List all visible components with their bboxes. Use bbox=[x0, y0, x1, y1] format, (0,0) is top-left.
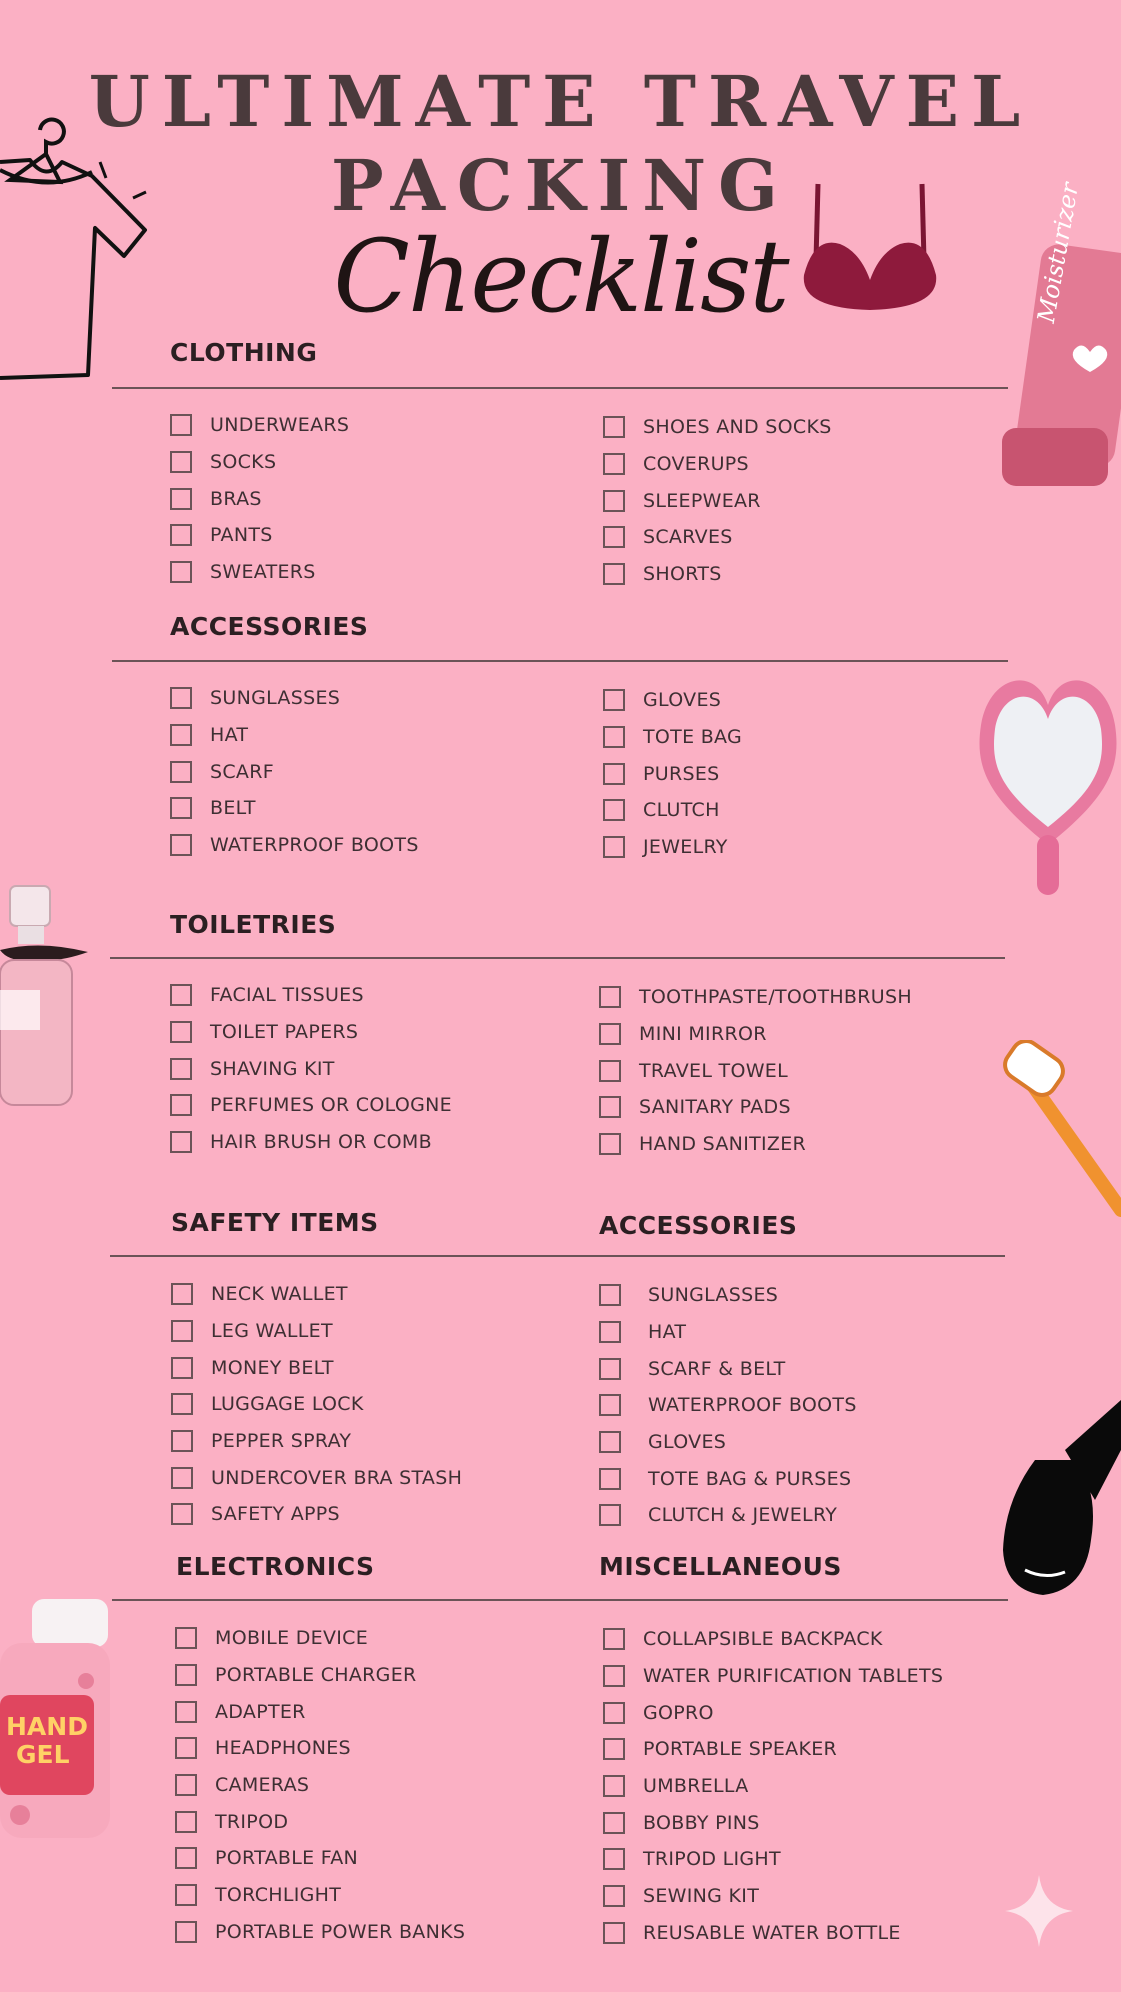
section-title-accessories: ACCESSORIES bbox=[170, 612, 369, 641]
checklist-item-label: SCARF & BELT bbox=[648, 1357, 786, 1380]
checkbox[interactable] bbox=[170, 687, 192, 709]
checklist-item-label: MOBILE DEVICE bbox=[215, 1627, 369, 1650]
checklist-item[interactable] bbox=[171, 1423, 462, 1460]
checkbox[interactable] bbox=[603, 1665, 625, 1687]
checklist-item-label: WATERPROOF BOOTS bbox=[210, 834, 419, 857]
checkbox[interactable] bbox=[175, 1627, 197, 1649]
checklist-item-label: SUNGLASSES bbox=[648, 1284, 779, 1307]
checkbox[interactable] bbox=[599, 986, 621, 1008]
checklist-item-label: HAT bbox=[210, 724, 249, 747]
hand-gel-icon bbox=[0, 1595, 115, 1845]
checklist-item-label: SHAVING KIT bbox=[210, 1057, 335, 1080]
checklist-item-label: MONEY BELT bbox=[211, 1356, 334, 1379]
checklist-item[interactable] bbox=[170, 827, 419, 864]
title-line-2: PACKING bbox=[331, 144, 790, 227]
checkbox[interactable] bbox=[175, 1811, 197, 1833]
checklist-item-label: PORTABLE POWER BANKS bbox=[215, 1920, 466, 1943]
checklist-item[interactable] bbox=[603, 1731, 943, 1768]
checklist-item-label: PEPPER SPRAY bbox=[211, 1430, 352, 1453]
checkbox[interactable] bbox=[171, 1503, 193, 1525]
checklist-item-label: GOPRO bbox=[643, 1701, 714, 1724]
checkbox[interactable] bbox=[599, 1133, 621, 1155]
checklist-item[interactable] bbox=[170, 480, 349, 517]
checklist-item-label: FACIAL TISSUES bbox=[210, 984, 364, 1007]
checkbox[interactable] bbox=[599, 1358, 621, 1380]
checkbox[interactable] bbox=[603, 763, 625, 785]
accessories-right-list bbox=[603, 682, 742, 865]
checklist-item-label: PORTABLE CHARGER bbox=[215, 1664, 417, 1687]
checklist-item[interactable] bbox=[603, 409, 832, 446]
checkbox[interactable] bbox=[175, 1921, 197, 1943]
checklist-item[interactable] bbox=[175, 1657, 465, 1694]
checklist-item[interactable] bbox=[603, 829, 742, 866]
checklist-item[interactable] bbox=[170, 1087, 452, 1124]
checklist-item[interactable] bbox=[603, 1841, 943, 1878]
checklist-item[interactable] bbox=[175, 1840, 465, 1877]
checklist-item[interactable] bbox=[603, 556, 832, 593]
checklist-item-label: TRIPOD LIGHT bbox=[643, 1848, 781, 1871]
checkbox[interactable] bbox=[170, 524, 192, 546]
checkbox[interactable] bbox=[603, 1885, 625, 1907]
checklist-item-label: SANITARY PADS bbox=[639, 1096, 791, 1119]
checkbox[interactable] bbox=[175, 1737, 197, 1759]
checkbox[interactable] bbox=[175, 1774, 197, 1796]
checkbox[interactable] bbox=[175, 1847, 197, 1869]
checklist-item-label: SWEATERS bbox=[210, 561, 316, 584]
miscellaneous-list bbox=[603, 1621, 943, 1951]
checkbox[interactable] bbox=[603, 1848, 625, 1870]
checkbox[interactable] bbox=[175, 1884, 197, 1906]
checkbox[interactable] bbox=[171, 1430, 193, 1452]
checklist-item-label: BRAS bbox=[210, 487, 262, 510]
checklist-item[interactable] bbox=[603, 755, 742, 792]
checkbox[interactable] bbox=[603, 1702, 625, 1724]
checkbox[interactable] bbox=[170, 724, 192, 746]
checkbox[interactable] bbox=[171, 1320, 193, 1342]
checklist-item-label: SEWING KIT bbox=[643, 1885, 760, 1908]
checklist-item-label: TORCHLIGHT bbox=[215, 1884, 342, 1907]
checklist-item-label: HAND SANITIZER bbox=[639, 1133, 807, 1156]
checkbox[interactable] bbox=[599, 1284, 621, 1306]
checkbox[interactable] bbox=[599, 1394, 621, 1416]
checklist-item-label: COLLAPSIBLE BACKPACK bbox=[643, 1628, 883, 1651]
checklist-item[interactable] bbox=[603, 1804, 943, 1841]
checklist-item-label: JEWELRY bbox=[643, 836, 728, 859]
checklist-item-label: HEADPHONES bbox=[215, 1737, 351, 1760]
checklist-item-label: PORTABLE SPEAKER bbox=[643, 1738, 838, 1761]
checklist-item[interactable] bbox=[599, 1460, 857, 1497]
section-title-accessories-2: ACCESSORIES bbox=[599, 1211, 798, 1240]
checklist-item-label: HAT bbox=[648, 1321, 687, 1344]
checkbox[interactable] bbox=[603, 726, 625, 748]
checklist-item-label: UMBRELLA bbox=[643, 1775, 749, 1798]
section-divider bbox=[112, 387, 1008, 389]
checkbox[interactable] bbox=[599, 1023, 621, 1045]
checklist-item-label: TOOTHPASTE/TOOTHBRUSH bbox=[639, 986, 912, 1009]
checklist-item-label: SOCKS bbox=[210, 451, 277, 474]
checkbox[interactable] bbox=[599, 1060, 621, 1082]
checklist-item[interactable] bbox=[599, 1052, 912, 1089]
checklist-item[interactable] bbox=[599, 1016, 912, 1053]
hand-gel-label-1: HAND bbox=[6, 1712, 88, 1741]
checkbox[interactable] bbox=[170, 1131, 192, 1153]
checklist-item[interactable] bbox=[170, 1014, 452, 1051]
checkbox[interactable] bbox=[170, 797, 192, 819]
checkbox[interactable] bbox=[599, 1468, 621, 1490]
checklist-item-label: SLEEPWEAR bbox=[643, 489, 761, 512]
checkbox[interactable] bbox=[170, 451, 192, 473]
checklist-item[interactable] bbox=[170, 790, 419, 827]
checkbox[interactable] bbox=[603, 453, 625, 475]
checklist-item[interactable] bbox=[175, 1914, 465, 1951]
accessories-left-list bbox=[170, 680, 419, 863]
checklist-item-label: GLOVES bbox=[643, 689, 722, 712]
checklist-item[interactable] bbox=[170, 1124, 452, 1161]
checkbox[interactable] bbox=[599, 1431, 621, 1453]
checkbox[interactable] bbox=[170, 984, 192, 1006]
checklist-item[interactable] bbox=[171, 1349, 462, 1386]
checklist-item-label: COVERUPS bbox=[643, 453, 749, 476]
checklist-item-label: MINI MIRROR bbox=[639, 1023, 767, 1046]
checkbox[interactable] bbox=[603, 416, 625, 438]
checklist-item[interactable] bbox=[599, 1126, 912, 1163]
hand-gel-label-2: GEL bbox=[16, 1739, 70, 1769]
checkbox[interactable] bbox=[170, 414, 192, 436]
checkbox[interactable] bbox=[603, 526, 625, 548]
checkbox[interactable] bbox=[599, 1504, 621, 1526]
electronics-list bbox=[175, 1620, 465, 1950]
checklist-item[interactable] bbox=[170, 444, 349, 481]
sparkle-icon bbox=[1005, 1875, 1073, 1947]
section-divider bbox=[110, 957, 1005, 959]
checklist-item[interactable] bbox=[603, 1915, 943, 1952]
checklist-item[interactable] bbox=[175, 1803, 465, 1840]
checklist-item[interactable] bbox=[603, 1621, 943, 1658]
checklist-item[interactable] bbox=[603, 1694, 943, 1731]
checklist-item-label: BOBBY PINS bbox=[643, 1811, 760, 1834]
moisturizer-label: Moisturizer bbox=[1032, 180, 1085, 325]
checklist-item[interactable] bbox=[603, 1878, 943, 1915]
checklist-item-label: LUGGAGE LOCK bbox=[211, 1393, 364, 1416]
checklist-item[interactable] bbox=[603, 446, 832, 483]
bra-icon bbox=[800, 180, 950, 315]
checklist-item[interactable] bbox=[175, 1730, 465, 1767]
section-divider bbox=[112, 1599, 1008, 1601]
section-divider bbox=[110, 1255, 1005, 1257]
checklist-item-label: SUNGLASSES bbox=[210, 687, 341, 710]
checkbox[interactable] bbox=[175, 1664, 197, 1686]
checklist-item[interactable] bbox=[599, 1424, 857, 1461]
checklist-item[interactable] bbox=[171, 1313, 462, 1350]
checklist-item-label: WATERPROOF BOOTS bbox=[648, 1394, 857, 1417]
checklist-item-label: TOILET PAPERS bbox=[210, 1021, 359, 1044]
checklist-item-label: SCARF bbox=[210, 760, 274, 783]
checklist-item-label: LEG WALLET bbox=[211, 1320, 333, 1343]
checklist-item[interactable] bbox=[599, 1089, 912, 1126]
checkbox[interactable] bbox=[175, 1701, 197, 1723]
section-title-miscellaneous: MISCELLANEOUS bbox=[599, 1552, 842, 1581]
accessories-2-list bbox=[599, 1277, 857, 1534]
checklist-item[interactable] bbox=[599, 1277, 857, 1314]
checkbox[interactable] bbox=[171, 1357, 193, 1379]
checklist-item-label: ADAPTER bbox=[215, 1700, 306, 1723]
checklist-item-label: SAFETY APPS bbox=[211, 1503, 340, 1526]
toiletries-right-list bbox=[599, 979, 912, 1162]
checklist-item-label: CAMERAS bbox=[215, 1774, 310, 1797]
checklist-item[interactable] bbox=[170, 680, 419, 717]
checklist-item[interactable] bbox=[599, 1387, 857, 1424]
clothing-left-list bbox=[170, 407, 349, 590]
checklist-item-label: GLOVES bbox=[648, 1431, 727, 1454]
checklist-item[interactable] bbox=[599, 1350, 857, 1387]
checklist-item[interactable] bbox=[175, 1877, 465, 1914]
checkbox[interactable] bbox=[171, 1283, 193, 1305]
checklist-item-label: CLUTCH & JEWELRY bbox=[648, 1504, 838, 1527]
checklist-item[interactable] bbox=[170, 407, 349, 444]
section-title-toiletries: TOILETRIES bbox=[170, 910, 337, 939]
checkbox[interactable] bbox=[170, 488, 192, 510]
checklist-item[interactable] bbox=[599, 1497, 857, 1534]
perfume-bottle-icon bbox=[0, 880, 95, 1110]
checkbox[interactable] bbox=[603, 689, 625, 711]
checklist-item-label: UNDERCOVER BRA STASH bbox=[211, 1466, 463, 1489]
safety-items-list bbox=[171, 1276, 462, 1533]
checklist-item[interactable] bbox=[170, 517, 349, 554]
toiletries-left-list bbox=[170, 977, 452, 1160]
checklist-item[interactable] bbox=[170, 554, 349, 591]
checklist-item-label: SHOES AND SOCKS bbox=[643, 416, 832, 439]
checklist-item[interactable] bbox=[175, 1693, 465, 1730]
checkbox[interactable] bbox=[603, 1738, 625, 1760]
checkbox[interactable] bbox=[603, 1775, 625, 1797]
checklist-item[interactable] bbox=[175, 1767, 465, 1804]
checklist-item-label: TRIPOD bbox=[215, 1810, 289, 1833]
checklist-item-label: HAIR BRUSH OR COMB bbox=[210, 1131, 432, 1154]
checklist-item-label: WATER PURIFICATION TABLETS bbox=[643, 1665, 944, 1688]
checkbox[interactable] bbox=[599, 1321, 621, 1343]
checklist-item-label: PURSES bbox=[643, 762, 720, 785]
checkbox[interactable] bbox=[603, 799, 625, 821]
checklist-item-label: PORTABLE FAN bbox=[215, 1847, 359, 1870]
checklist-item[interactable] bbox=[170, 977, 452, 1014]
checklist-item[interactable] bbox=[171, 1276, 462, 1313]
checklist-item[interactable] bbox=[599, 1314, 857, 1351]
checkbox[interactable] bbox=[599, 1096, 621, 1118]
checklist-item-label: PANTS bbox=[210, 524, 273, 547]
checklist-item[interactable] bbox=[603, 1658, 943, 1695]
checklist-item[interactable] bbox=[603, 682, 742, 719]
checklist-item[interactable] bbox=[603, 482, 832, 519]
checklist-item-label: REUSABLE WATER BOTTLE bbox=[643, 1921, 901, 1944]
toothbrush-icon bbox=[1000, 1040, 1121, 1220]
moisturizer-icon bbox=[992, 180, 1121, 495]
checklist-item[interactable] bbox=[175, 1620, 465, 1657]
checklist-item[interactable] bbox=[603, 792, 742, 829]
checkbox[interactable] bbox=[170, 1021, 192, 1043]
checkbox[interactable] bbox=[170, 561, 192, 583]
checklist-item-label: TRAVEL TOWEL bbox=[639, 1059, 788, 1082]
checklist-item-label: UNDERWEARS bbox=[210, 414, 350, 437]
checkbox[interactable] bbox=[603, 1812, 625, 1834]
checkbox[interactable] bbox=[170, 1058, 192, 1080]
checkbox[interactable] bbox=[171, 1467, 193, 1489]
checkbox[interactable] bbox=[171, 1393, 193, 1415]
checklist-item[interactable] bbox=[171, 1496, 462, 1533]
section-divider bbox=[112, 660, 1008, 662]
checkbox[interactable] bbox=[603, 836, 625, 858]
checklist-item-label: CLUTCH bbox=[643, 799, 720, 822]
checklist-item[interactable] bbox=[171, 1459, 462, 1496]
checklist-item-label: PERFUMES OR COLOGNE bbox=[210, 1094, 452, 1117]
checkbox[interactable] bbox=[603, 1922, 625, 1944]
checkbox[interactable] bbox=[170, 761, 192, 783]
section-title-clothing: CLOTHING bbox=[170, 338, 318, 367]
checkbox[interactable] bbox=[603, 490, 625, 512]
checklist-item[interactable] bbox=[170, 753, 419, 790]
checklist-item-label: NECK WALLET bbox=[211, 1283, 348, 1306]
section-title-electronics: ELECTRONICS bbox=[176, 1552, 375, 1581]
script-title: Checklist bbox=[333, 218, 788, 335]
checklist-item[interactable] bbox=[170, 717, 419, 754]
checklist-item[interactable] bbox=[603, 519, 832, 556]
tshirt-hanger-icon bbox=[0, 110, 160, 380]
title-line-1: ULTIMATE TRAVEL bbox=[88, 60, 1033, 143]
checklist-item[interactable] bbox=[170, 1050, 452, 1087]
sunglasses-icon bbox=[995, 1390, 1121, 1600]
checklist-item[interactable] bbox=[599, 979, 912, 1016]
checklist-item[interactable] bbox=[171, 1386, 462, 1423]
checklist-item-label: SCARVES bbox=[643, 526, 733, 549]
section-title-safety-items: SAFETY ITEMS bbox=[171, 1208, 379, 1237]
clothing-right-list bbox=[603, 409, 832, 592]
heart-mirror-icon bbox=[975, 655, 1121, 895]
checklist-item-label: TOTE BAG & PURSES bbox=[648, 1467, 852, 1490]
checklist-item-label: BELT bbox=[210, 797, 256, 820]
checkbox[interactable] bbox=[603, 1628, 625, 1650]
checkbox[interactable] bbox=[170, 1094, 192, 1116]
checklist-item[interactable] bbox=[603, 719, 742, 756]
checkbox[interactable] bbox=[603, 563, 625, 585]
checklist-item-label: TOTE BAG bbox=[643, 726, 743, 749]
checklist-item-label: SHORTS bbox=[643, 563, 722, 586]
checkbox[interactable] bbox=[170, 834, 192, 856]
checklist-item[interactable] bbox=[603, 1768, 943, 1805]
